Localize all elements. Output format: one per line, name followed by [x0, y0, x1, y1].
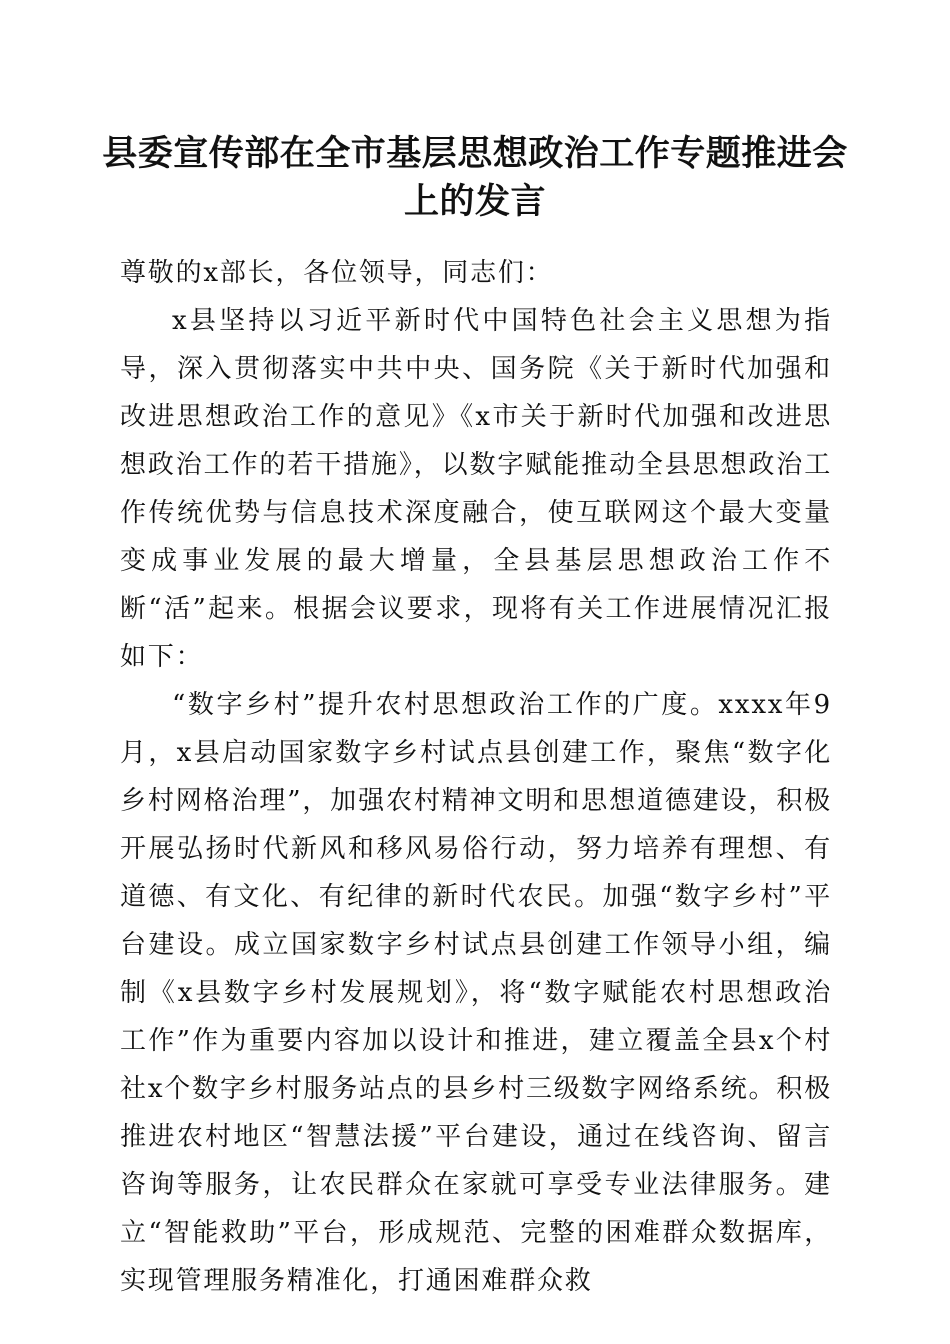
paragraph-digital-village: “数字乡村”提升农村思想政治工作的广度。xxxx年9月，x县启动国家数字乡村试点县创建工作，聚焦“数字化乡村网格治理”，加强农村精神文明和思想道德建设，积极开展弘扬时代新风和移风易俗行动，努力培养有理想、有道德、有文化、有纪律的新时代农民。加强“数字乡村”平台建设。成立国家数字乡村试点县创建工作领导小组，编制《x县数字乡村发展规划》，将“数字赋能农村思想政治工作”作为重要内容加以设计和推进，建立覆盖全县x个村社x个数字乡村服务站点的县乡村三级数字网络系统。积极推进农村地区“智慧法援”平台建设，通过在线咨询、留言咨询等服务，让农民群众在家就可享受专业法律服务。建立“智能救助”平台，形成规范、完整的困难群众数据库，实现管理服务精准化，打通困难群众救	[120, 690, 832, 1296]
document-body	[120, 249, 832, 1305]
salutation: 尊敬的x部长，各位领导，同志们：	[120, 258, 554, 288]
paragraph-intro: x县坚持以习近平新时代中国特色社会主义思想为指导，深入贯彻落实中共中央、国务院《关于新时代加强和改进思想政治工作的意见》《x市关于新时代加强和改进思想政治工作的若干措施》，以数字赋能推动全县思想政治工作传统优势与信息技术深度融合，使互联网这个最大变量变成事业发展的最大增量，全县基层思想政治工作不断“活”起来。根据会议要求，现将有关工作进展情况汇报如下：	[120, 306, 832, 672]
document-title: 县委宣传部在全市基层思想政治工作专题推进会上的发言	[102, 133, 848, 222]
